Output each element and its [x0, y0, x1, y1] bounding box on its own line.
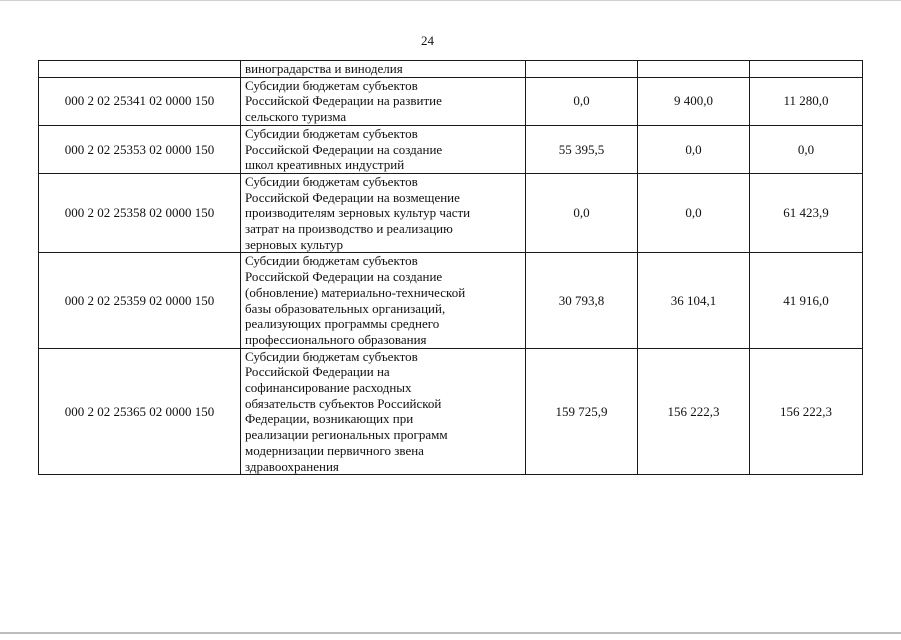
value-cell-1: 0,0	[526, 77, 638, 125]
name-line: Субсидии бюджетам субъектов	[245, 125, 418, 141]
value-cell-3: 41 916,0	[750, 253, 863, 348]
value-cell-2: 9 400,0	[638, 77, 750, 125]
name-line: Российской Федерации на	[245, 364, 390, 380]
table-row	[39, 173, 863, 253]
name-line: профессионального образования	[245, 331, 427, 347]
table-body	[39, 61, 863, 475]
scan-edge-top	[0, 0, 901, 1]
name-cell: виноградарства и виноделия	[241, 61, 526, 78]
page-number: 24	[421, 33, 434, 48]
name-line: Российской Федерации на возмещение	[245, 189, 460, 205]
value-cell-2: 156 222,3	[638, 348, 750, 475]
code-cell: 000 2 02 25341 02 0000 150	[39, 77, 241, 125]
name-line: базы образовательных организаций,	[245, 300, 446, 316]
name-line: софинансирование расходных	[245, 380, 412, 396]
name-cell	[241, 348, 526, 475]
value-cell-1: 30 793,8	[526, 253, 638, 348]
value-cell-2: 0,0	[638, 173, 750, 253]
budget-table	[38, 60, 863, 475]
name-line: Федерации, возникающих при	[245, 411, 414, 427]
table-row	[39, 77, 863, 125]
name-line: затрат на производство и реализацию	[245, 221, 453, 237]
name-cell	[241, 173, 526, 253]
code-cell: 000 2 02 25353 02 0000 150	[39, 125, 241, 173]
code-cell	[39, 61, 241, 78]
value-cell-2: 0,0	[638, 125, 750, 173]
value-cell-1: 0,0	[526, 173, 638, 253]
value-cell-3	[750, 61, 863, 78]
code-cell: 000 2 02 25359 02 0000 150	[39, 253, 241, 348]
code-cell: 000 2 02 25365 02 0000 150	[39, 348, 241, 475]
continuation-row	[39, 61, 863, 78]
name-line: Субсидии бюджетам субъектов	[245, 77, 418, 93]
code-cell: 000 2 02 25358 02 0000 150	[39, 173, 241, 253]
name-line: модернизации первичного звена	[245, 442, 424, 458]
name-line: Российской Федерации на создание	[245, 141, 443, 157]
table-row	[39, 125, 863, 173]
name-line: (обновление) материально-технической	[245, 284, 466, 300]
name-line: обязательств субъектов Российской	[245, 395, 442, 411]
value-cell-1: 159 725,9	[526, 348, 638, 475]
value-cell-2: 36 104,1	[638, 253, 750, 348]
value-cell-2	[638, 61, 750, 78]
name-line: Субсидии бюджетам субъектов	[245, 348, 418, 364]
name-cell	[241, 253, 526, 348]
table-row	[39, 348, 863, 475]
value-cell-3: 11 280,0	[750, 77, 863, 125]
value-cell-3: 156 222,3	[750, 348, 863, 475]
name-line: сельского туризма	[245, 109, 347, 125]
value-cell-3: 0,0	[750, 125, 863, 173]
name-line: Российской Федерации на развитие	[245, 93, 442, 109]
value-cell-1	[526, 61, 638, 78]
scan-edge-bottom	[0, 632, 901, 634]
name-line: Субсидии бюджетам субъектов	[245, 173, 418, 189]
table-row	[39, 253, 863, 348]
name-line: здравоохранения	[245, 458, 339, 474]
name-line: реализации региональных программ	[245, 427, 448, 443]
value-cell-3: 61 423,9	[750, 173, 863, 253]
name-line: производителям зерновых культур части	[245, 205, 471, 221]
name-cell	[241, 125, 526, 173]
name-cell	[241, 77, 526, 125]
name-line: зерновых культур	[245, 236, 343, 252]
name-line: Субсидии бюджетам субъектов	[245, 253, 418, 269]
name-line: реализующих программы среднего	[245, 316, 440, 332]
name-line: Российской Федерации на создание	[245, 269, 443, 285]
name-line: школ креативных индустрий	[245, 157, 405, 173]
value-cell-1: 55 395,5	[526, 125, 638, 173]
